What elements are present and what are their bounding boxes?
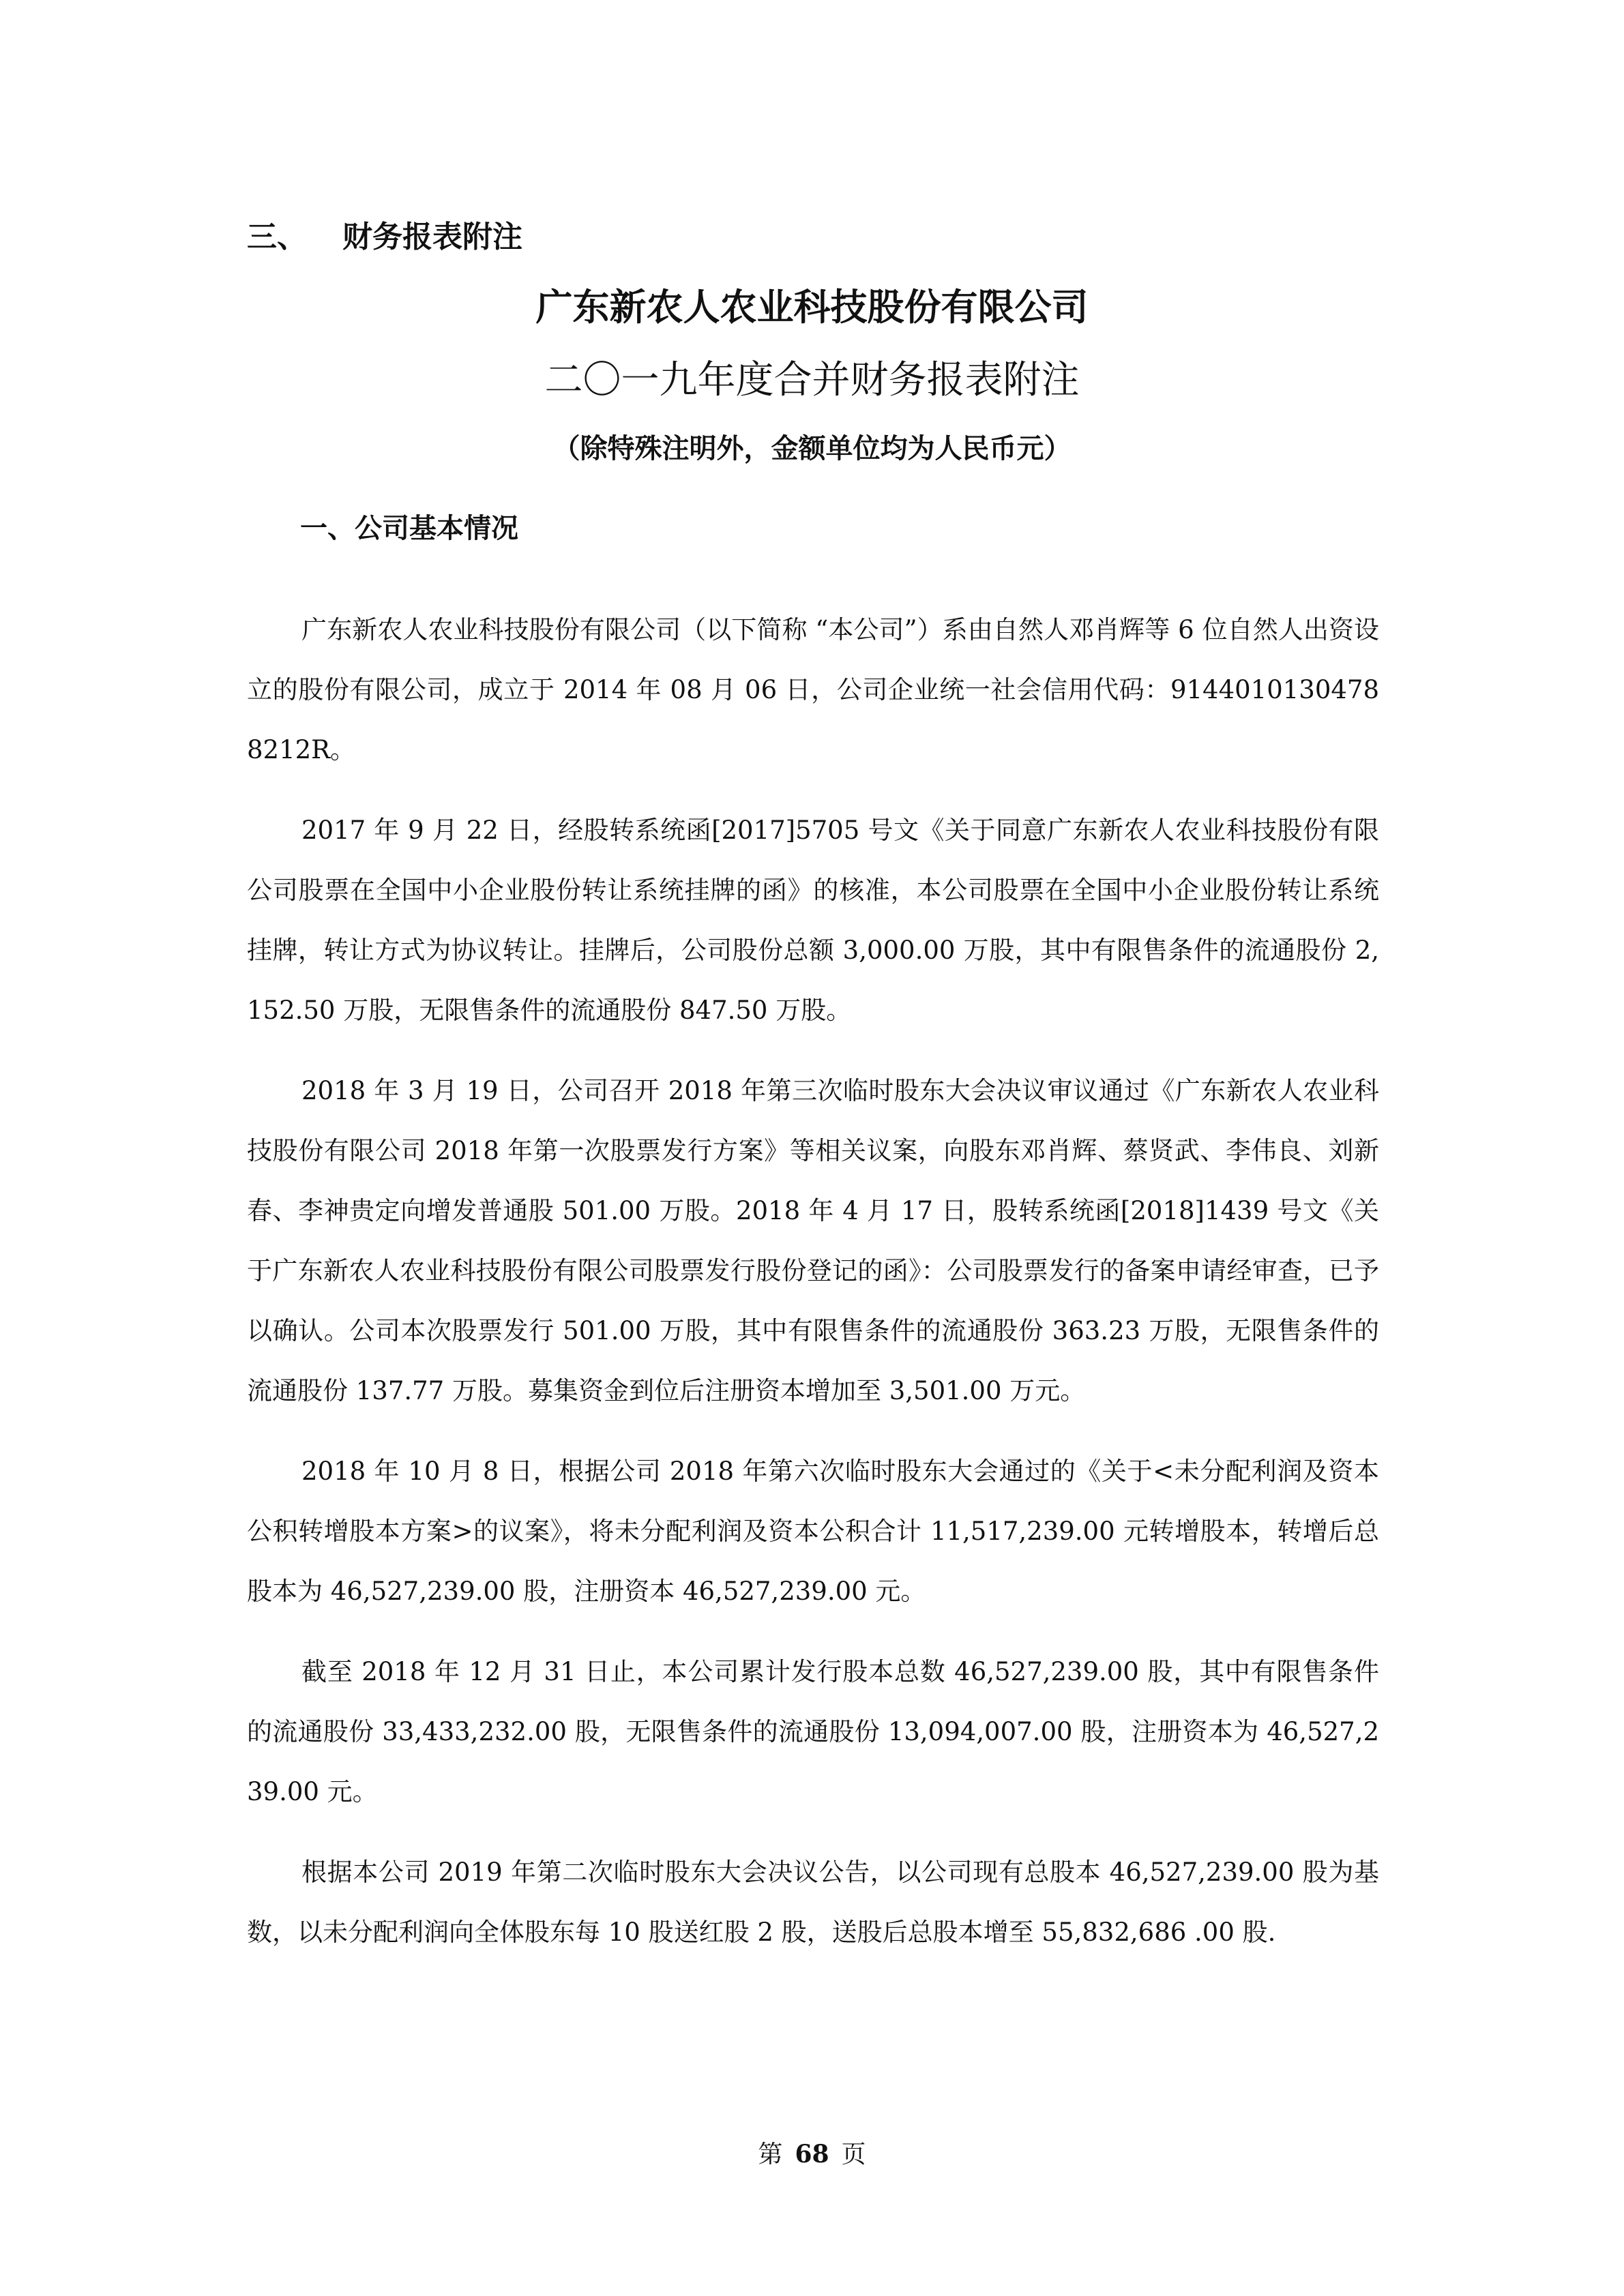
paragraph-bonus-shares-2019: 根据本公司 2019 年第二次临时股东大会决议公告，以公司现有总股本 46,527,239.00 股为基数，以未分配利润向全体股东每 10 股送红股 2 股，送股后总股本增至 55,832,686 .00 股. — [247, 1858, 1379, 1947]
paragraph-listing-2017: 2017 年 9 月 22 日，经股转系统函[2017]5705 号文《关于同意广东新农人农业科技股份有限公司股票在全国中小企业股份转让系统挂牌的函》的核准，本公司股票在全国中小企业股份转让系统挂牌，转让方式为协议转让。挂牌后，公司股份总额 3,000.00 万股，其中有限售条件的流通股份 2,152.50 万股，无限售条件的流通股份 847.50 万股。 — [247, 816, 1379, 1025]
page-number-value: 68 — [795, 2140, 829, 2168]
section-number: 三、 — [247, 220, 307, 254]
section-title: 财务报表附注 — [342, 220, 522, 254]
page-number-suffix: 页 — [841, 2141, 866, 2168]
currency-note: （除特殊注明外，金额单位均为人民币元） — [552, 433, 1072, 464]
paragraph-share-capital-2018: 截至 2018 年 12 月 31 日止，本公司累计发行股本总数 46,527,239.00 股，其中有限售条件的流通股份 33,433,232.00 股，无限售条件的流通股份 13,094,007.00 股，注册资本为 46,527,239.00 元。 — [247, 1657, 1379, 1806]
paragraph-share-issuance-2018: 2018 年 3 月 19 日，公司召开 2018 年第三次临时股东大会决议审议通过《广东新农人农业科技股份有限公司 2018 年第一次股票发行方案》等相关议案，向股东邓肖辉、蔡贤武、李伟良、刘新春、李神贵定向增发普通股 501.00 万股。2018 年 4 月 17 日，股转系统函[2018]1439 号文《关于广东新农人农业科技股份有限公司股票发行股份登记的函》：公司股票发行的备案申请经审查，已予以确认。公司本次股票发行 501.00 万股，其中有限售条件的流通股份 363.23 万股，无限售条件的流通股份 137.77 万股。募集资金到位后注册资本增加至 3,501.00 万元。 — [247, 1076, 1379, 1405]
body-text — [247, 600, 1379, 1983]
page-number — [0, 2137, 1624, 2172]
section-heading — [247, 217, 522, 258]
company-title: 广东新农人农业科技股份有限公司 — [535, 286, 1089, 329]
sub-heading-company-overview: 一、公司基本情况 — [300, 513, 518, 544]
paragraph-capital-increase-2018: 2018 年 10 月 8 日，根据公司 2018 年第六次临时股东大会通过的《关于<未分配利润及资本公积转增股本方案>的议案》，将未分配利润及资本公积合计 11,517,239.00 元转增股本，转增后总股本为 46,527,239.00 股，注册资本 46,527,239.00 元。 — [247, 1457, 1379, 1606]
document-title: 二〇一九年度合并财务报表附注 — [544, 358, 1080, 402]
page-number-prefix: 第 — [758, 2141, 783, 2168]
paragraph-company-establishment: 广东新农人农业科技股份有限公司（以下简称 “本公司”）系由自然人邓肖辉等 6 位自然人出资设立的股份有限公司，成立于 2014 年 08 月 06 日，公司企业统一社会信用代码：91440101304788212R。 — [247, 615, 1379, 764]
